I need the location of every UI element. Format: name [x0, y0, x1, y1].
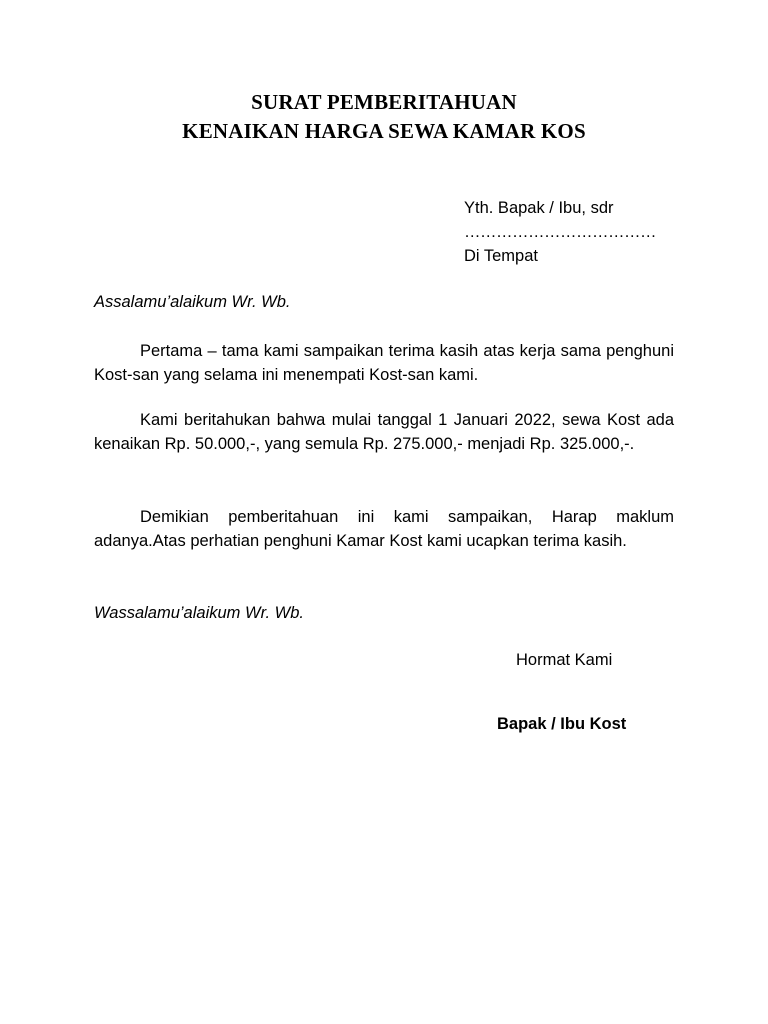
- body-paragraph-3: Demikian pemberitahuan ini kami sampaikan, Harap maklum adanya.Atas perhatian penghuni Kamar Kost kami ucapkan terima kasih.: [94, 508, 674, 550]
- letter-title-line2: KENAIKAN HARGA SEWA KAMAR KOS: [182, 119, 586, 143]
- recipient-location: Di Tempat: [464, 247, 538, 265]
- closing-greeting: Wassalamu’alaikum Wr. Wb.: [94, 604, 304, 622]
- body-paragraph-1: Pertama – tama kami sampaikan terima kasih atas kerja sama penghuni Kost-san yang selama ini menempati Kost-san kami.: [94, 342, 674, 384]
- signer-name: Bapak / Ibu Kost: [497, 715, 627, 733]
- recipient-line1: Yth. Bapak / Ibu, sdr: [464, 199, 614, 217]
- recipient-dotted-line: ………………………………: [464, 223, 656, 241]
- letter-title-line1: SURAT PEMBERITAHUAN: [251, 90, 517, 114]
- closing-salutation: Hormat Kami: [516, 651, 613, 669]
- opening-greeting: Assalamu’alaikum Wr. Wb.: [94, 293, 291, 311]
- body-paragraph-2: Kami beritahukan bahwa mulai tanggal 1 Januari 2022, sewa Kost ada kenaikan Rp. 50.000,-, yang semula Rp. 275.000,- menjadi Rp. 325.000,-.: [94, 411, 674, 453]
